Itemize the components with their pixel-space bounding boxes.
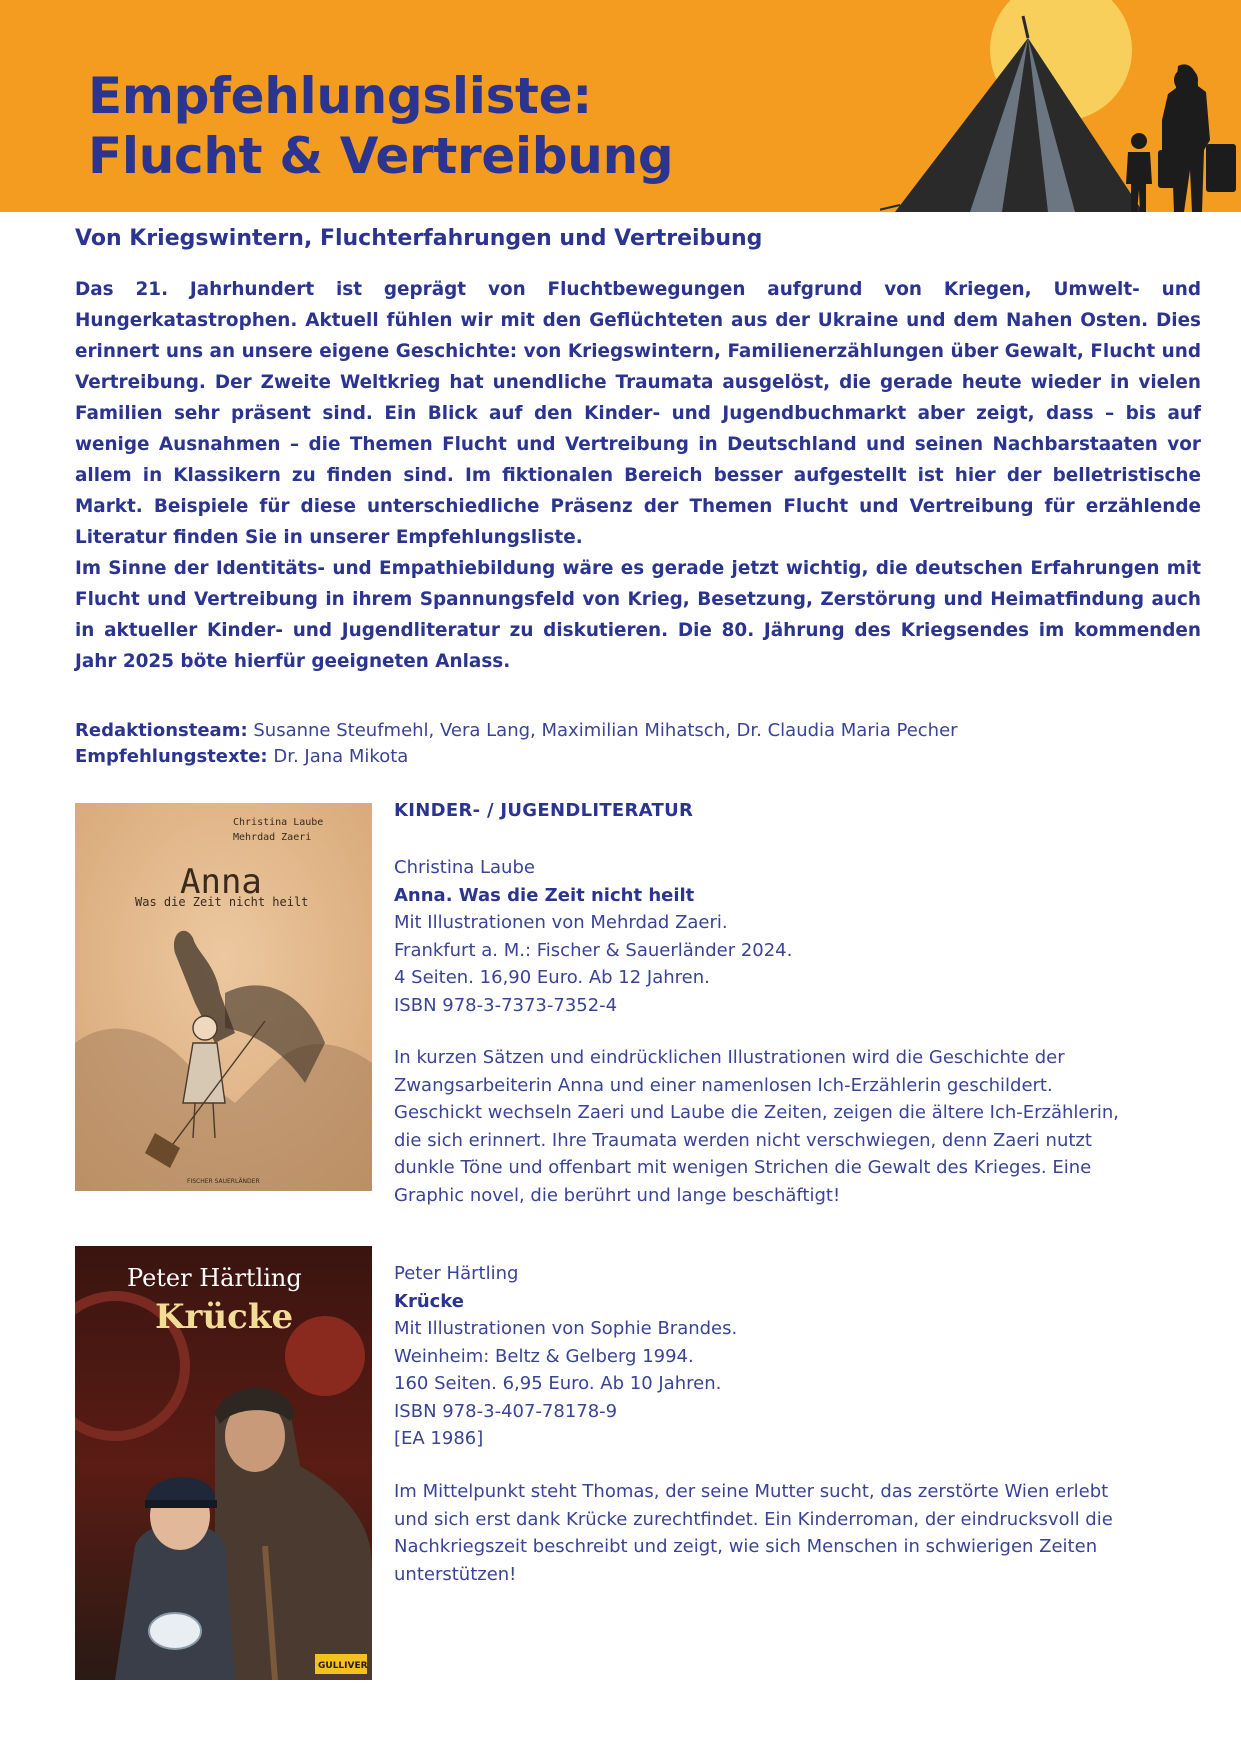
cover-publisher: GULLIVER: [318, 1661, 368, 1671]
book-isbn: ISBN 978-3-407-78178-9: [394, 1400, 618, 1422]
section-subtitle: Von Kriegswintern, Fluchterfahrungen und Vertreibung: [75, 226, 763, 251]
intro-paragraph-2: Im Sinne der Identitäts- und Empathiebildung wäre es gerade jetzt wichtig, die deutschen Erfahrungen mit Flucht und Vertreibung in ihrem Spannungsfeld von Krieg, Besetzung, Zerstörung und Heimatfindung auch in aktueller Kinder- und Jugendliteratur zu diskutieren. Die 80. Jährung des Kriegsendes im kommenden Jahr 2025 böte hierfür geeigneten Anlass.: [75, 558, 1201, 672]
intro-text: [75, 274, 1201, 677]
book-cover-kruecke: [75, 1246, 372, 1680]
book-edition: [EA 1986]: [394, 1428, 484, 1449]
cover-author: Peter Härtling: [127, 1264, 302, 1292]
page-title: Empfehlungsliste: Flucht & Vertreibung: [88, 67, 674, 185]
book-title: Krücke: [394, 1290, 465, 1312]
book-publisher: Weinheim: Beltz & Gelberg 1994.: [394, 1345, 694, 1367]
category-heading: KINDER- / JUGENDLITERATUR: [394, 800, 694, 821]
book-author: Christina Laube: [394, 857, 535, 878]
cover-subtitle: Was die Zeit nicht heilt: [135, 895, 309, 909]
book-cover-anna: [75, 803, 372, 1191]
cover-title: Anna: [180, 862, 262, 902]
book-info-anna: [394, 854, 792, 1019]
refugee-tent-illustration: [880, 0, 1241, 212]
book-publisher: Frankfurt a. M.: Fischer & Sauerländer 2024.: [394, 939, 793, 961]
book-isbn: ISBN 978-3-7373-7352-4: [394, 994, 618, 1016]
recommendation-authors: Empfehlungstexte: Dr. Jana Mikota: [75, 746, 409, 767]
book-details: 4 Seiten. 16,90 Euro. Ab 12 Jahren.: [394, 967, 710, 988]
book-illustrations: Mit Illustrationen von Mehrdad Zaeri.: [394, 912, 728, 933]
book-illustrations: Mit Illustrationen von Sophie Brandes.: [394, 1318, 738, 1339]
cover-title: Krücke: [155, 1297, 294, 1337]
book-title: Anna. Was die Zeit nicht heilt: [394, 884, 695, 906]
book-author: Peter Härtling: [394, 1263, 519, 1284]
cover-authors-1: Christina Laube: [233, 817, 324, 828]
book-info-kruecke: [394, 1260, 737, 1453]
editorial-team: Redaktionsteam: Susanne Steufmehl, Vera Lang, Maximilian Mihatsch, Dr. Claudia Maria Pecher: [75, 720, 958, 741]
book-description-anna: In kurzen Sätzen und eindrücklichen Illustrationen wird die Geschichte der Zwangsarbeiterin Anna und einer namenlosen Ich-Erzählerin geschildert. Geschickt wechseln Zaeri und Laube die Zeiten, zeigen die ältere Ich-Erzählerin, die sich erinnert. Ihre Traumata werden nicht verschwiegen, denn Zaeri nutzt dunkle Töne und offenbart mit wenigen Strichen die Gewalt des Krieges. Eine Graphic novel, die berührt und lange beschäftigt!: [394, 1047, 1120, 1206]
intro-paragraph-1: Das 21. Jahrhundert ist geprägt von Fluchtbewegungen aufgrund von Kriegen, Umwelt- und Hungerkatastrophen. Aktuell fühlen wir mit den Geflüchteten aus der Ukraine und dem Nahen Osten. Dies erinnert uns an unsere eigene Geschichte: von Kriegswintern, Familienerzählungen über Gewalt, Flucht und Vertreibung. Der Zweite Weltkrieg hat unendliche Traumata ausgelöst, die gerade heute wieder in vielen Familien sehr präsent sind. Ein Blick auf den Kinder- und Jugendbuchmarkt aber zeigt, dass – bis auf wenige Ausnahmen – die Themen Flucht und Vertreibung in Deutschland und seinen Nachbarstaaten vor allem in Klassikern zu finden sind. Im fiktionalen Bereich besser aufgestellt ist hier der belletristische Markt. Beispiele für diese unterschiedliche Präsenz der Themen Flucht und Vertreibung für erzählende Literatur finden Sie in unserer Empfehlungsliste.: [75, 279, 1201, 548]
cover-publisher: FISCHER SAUERLÄNDER: [187, 1178, 260, 1185]
book-details: 160 Seiten. 6,95 Euro. Ab 10 Jahren.: [394, 1373, 722, 1394]
credits: [75, 718, 958, 770]
cover-authors-2: Mehrdad Zaeri: [233, 832, 312, 843]
book-description-kruecke: Im Mittelpunkt steht Thomas, der seine Mutter sucht, das zerstörte Wien erlebt und sich erst dank Krücke zurechtfindet. Ein Kinderroman, der eindrucksvoll die Nachkriegszeit beschreibt und zeigt, wie sich Menschen in schwierigen Zeiten unterstützen!: [394, 1481, 1113, 1585]
header-banner: [0, 0, 1241, 212]
